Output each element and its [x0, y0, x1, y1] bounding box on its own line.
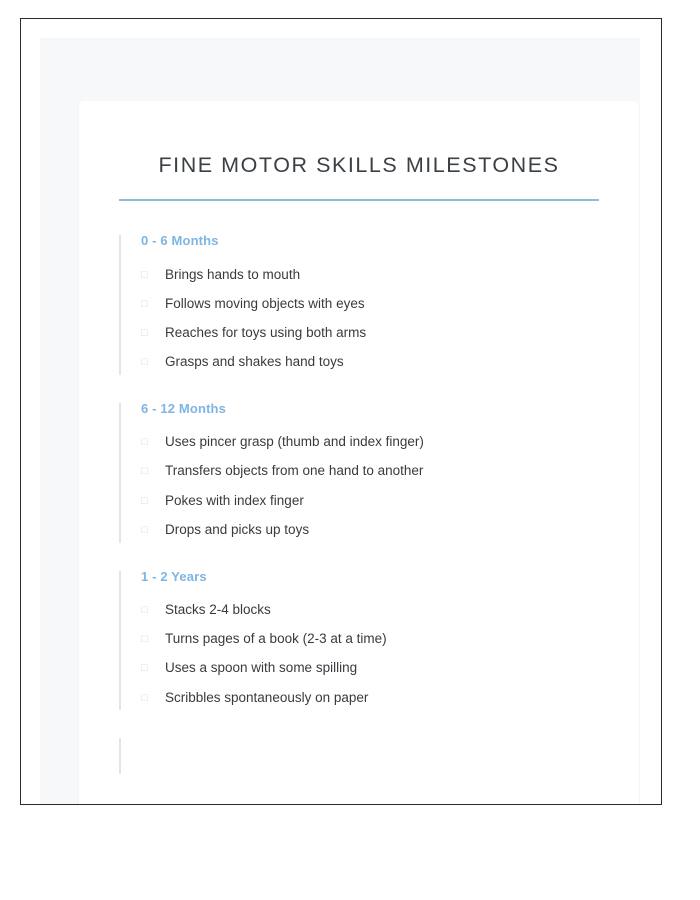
milestone-section: [119, 233, 613, 377]
checkbox-icon[interactable]: □: [141, 268, 148, 281]
milestone-sections-list: [79, 233, 639, 776]
milestone-item[interactable]: [141, 486, 613, 515]
milestone-items: [141, 596, 613, 713]
section-heading: 6 - 12 Months: [141, 400, 227, 416]
checkbox-icon[interactable]: □: [141, 662, 148, 675]
milestone-item-label: Transfers objects from one hand to another: [165, 463, 424, 479]
milestone-item-label: Brings hands to mouth: [165, 266, 301, 282]
title-divider: [119, 199, 599, 201]
checkbox-icon[interactable]: □: [141, 465, 148, 478]
checkbox-icon[interactable]: □: [141, 523, 148, 536]
milestone-item[interactable]: [141, 625, 613, 654]
section-accent-bar: [119, 738, 121, 774]
page-title: FINE MOTOR SKILLS MILESTONES: [158, 153, 560, 177]
section-accent-bar: [119, 571, 121, 711]
milestone-item[interactable]: [141, 457, 613, 486]
milestone-item[interactable]: [141, 428, 613, 457]
checkbox-icon[interactable]: □: [141, 326, 148, 339]
milestone-item-label: Grasps and shakes hand toys: [165, 354, 344, 370]
checkbox-icon[interactable]: □: [141, 691, 148, 704]
milestone-item[interactable]: [141, 289, 613, 318]
milestone-item-label: Uses a spoon with some spilling: [165, 660, 358, 676]
checkbox-icon[interactable]: □: [141, 297, 148, 310]
milestone-item-label: Stacks 2-4 blocks: [165, 602, 271, 617]
checkbox-icon[interactable]: □: [141, 604, 148, 616]
page-background: [40, 38, 640, 805]
checkbox-icon[interactable]: □: [141, 436, 148, 449]
milestone-item-label: Uses pincer grasp (thumb and index finger): [165, 434, 424, 450]
milestone-item-label: Turns pages of a book (2-3 at a time): [165, 631, 387, 647]
milestone-item[interactable]: [141, 683, 613, 712]
milestone-section-clipped: [119, 736, 613, 776]
milestone-item[interactable]: [141, 348, 613, 377]
milestones-card: [79, 101, 639, 805]
section-heading: 1 - 2 Years: [141, 568, 207, 584]
milestone-item[interactable]: [141, 515, 613, 544]
milestone-section: [119, 569, 613, 713]
milestone-items: [141, 428, 613, 545]
checkbox-icon[interactable]: □: [141, 494, 148, 507]
milestone-section: [119, 401, 613, 545]
milestone-item-label: Scribbles spontaneously on paper: [165, 689, 369, 705]
milestone-items: [141, 260, 613, 377]
section-accent-bar: [119, 403, 121, 543]
checkbox-icon[interactable]: □: [141, 356, 148, 369]
milestone-item-label: Reaches for toys using both arms: [165, 324, 367, 340]
milestone-item-label: Drops and picks up toys: [165, 521, 310, 537]
checkbox-icon[interactable]: □: [141, 633, 148, 646]
milestone-item[interactable]: [141, 318, 613, 347]
milestone-item[interactable]: [141, 596, 613, 625]
milestone-item-label: Pokes with index finger: [165, 492, 304, 508]
section-accent-bar: [119, 235, 121, 375]
milestone-item[interactable]: [141, 260, 613, 289]
browser-viewport-frame: [20, 18, 662, 805]
milestone-item-label: Follows moving objects with eyes: [165, 295, 365, 311]
section-heading: 0 - 6 Months: [141, 233, 219, 248]
milestone-item[interactable]: [141, 654, 613, 683]
